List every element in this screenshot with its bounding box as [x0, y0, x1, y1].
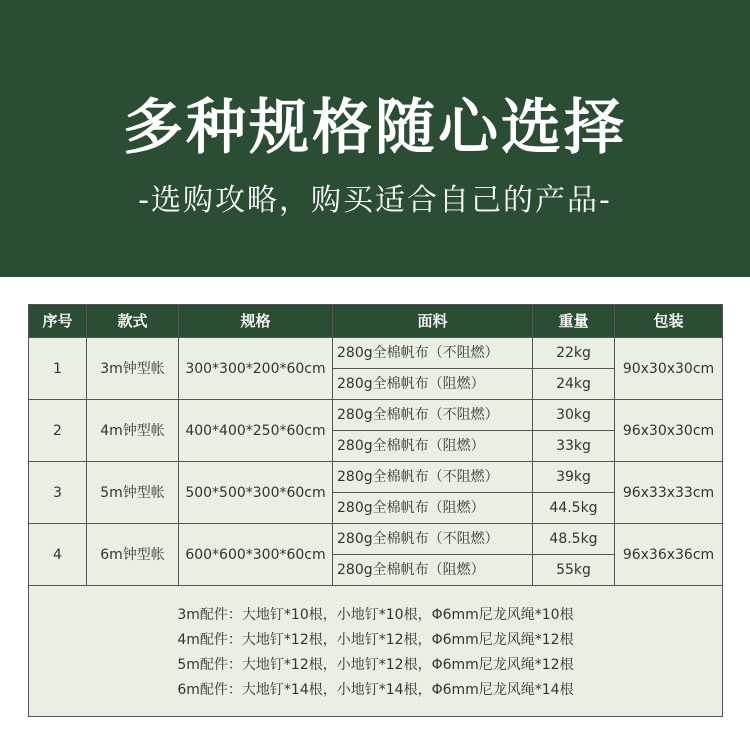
cell-fabric: 280g全棉帆布（不阻燃） — [333, 400, 533, 431]
header-banner — [0, 0, 750, 277]
cell-style: 4m钟型帐 — [87, 400, 179, 462]
cell-fabric: 280g全棉帆布（阻燃） — [333, 431, 533, 462]
table-header-row — [29, 305, 723, 338]
table-row — [29, 524, 723, 555]
cell-package: 90x30x30cm — [615, 338, 723, 400]
cell-weight: 55kg — [533, 555, 615, 586]
cell-spec: 600*600*300*60cm — [179, 524, 333, 586]
header-index: 序号 — [29, 305, 87, 338]
accessory-line: 5m配件：大地钉*12根，小地钉*12根，Φ6mm尼龙风绳*12根 — [177, 657, 574, 673]
table-row — [29, 400, 723, 431]
header-spec: 规格 — [179, 305, 333, 338]
cell-weight: 44.5kg — [533, 493, 615, 524]
cell-fabric: 280g全棉帆布（不阻燃） — [333, 524, 533, 555]
cell-index: 3 — [29, 462, 87, 524]
header-fabric: 面料 — [333, 305, 533, 338]
accessory-line: 6m配件：大地钉*14根，小地钉*14根，Φ6mm尼龙风绳*14根 — [177, 682, 574, 698]
cell-weight: 22kg — [533, 338, 615, 369]
header-style: 款式 — [87, 305, 179, 338]
accessory-line: 3m配件：大地钉*10根，小地钉*10根，Φ6mm尼龙风绳*10根 — [177, 607, 574, 623]
header-package: 包装 — [615, 305, 723, 338]
header-weight: 重量 — [533, 305, 615, 338]
accessories-row — [29, 586, 723, 717]
cell-weight: 39kg — [533, 462, 615, 493]
cell-package: 96x30x30cm — [615, 400, 723, 462]
cell-fabric: 280g全棉帆布（阻燃） — [333, 369, 533, 400]
table-row — [29, 462, 723, 493]
cell-index: 4 — [29, 524, 87, 586]
cell-weight: 33kg — [533, 431, 615, 462]
table-row — [29, 338, 723, 369]
cell-fabric: 280g全棉帆布（阻燃） — [333, 493, 533, 524]
cell-weight: 24kg — [533, 369, 615, 400]
cell-spec: 300*300*200*60cm — [179, 338, 333, 400]
cell-fabric: 280g全棉帆布（不阻燃） — [333, 462, 533, 493]
cell-style: 3m钟型帐 — [87, 338, 179, 400]
cell-weight: 30kg — [533, 400, 615, 431]
cell-index: 2 — [29, 400, 87, 462]
cell-index: 1 — [29, 338, 87, 400]
cell-fabric: 280g全棉帆布（阻燃） — [333, 555, 533, 586]
cell-style: 5m钟型帐 — [87, 462, 179, 524]
cell-spec: 500*500*300*60cm — [179, 462, 333, 524]
cell-style: 6m钟型帐 — [87, 524, 179, 586]
page-subtitle: -选购攻略，购买适合自己的产品- — [138, 183, 612, 218]
cell-spec: 400*400*250*60cm — [179, 400, 333, 462]
accessory-line: 4m配件：大地钉*12根，小地钉*12根，Φ6mm尼龙风绳*12根 — [177, 632, 574, 648]
cell-fabric: 280g全棉帆布（不阻燃） — [333, 338, 533, 369]
page-title: 多种规格随心选择 — [123, 93, 627, 163]
accessories-cell — [29, 586, 723, 717]
cell-package: 96x33x33cm — [615, 462, 723, 524]
cell-weight: 48.5kg — [533, 524, 615, 555]
cell-package: 96x36x36cm — [615, 524, 723, 586]
spec-table — [28, 304, 723, 717]
